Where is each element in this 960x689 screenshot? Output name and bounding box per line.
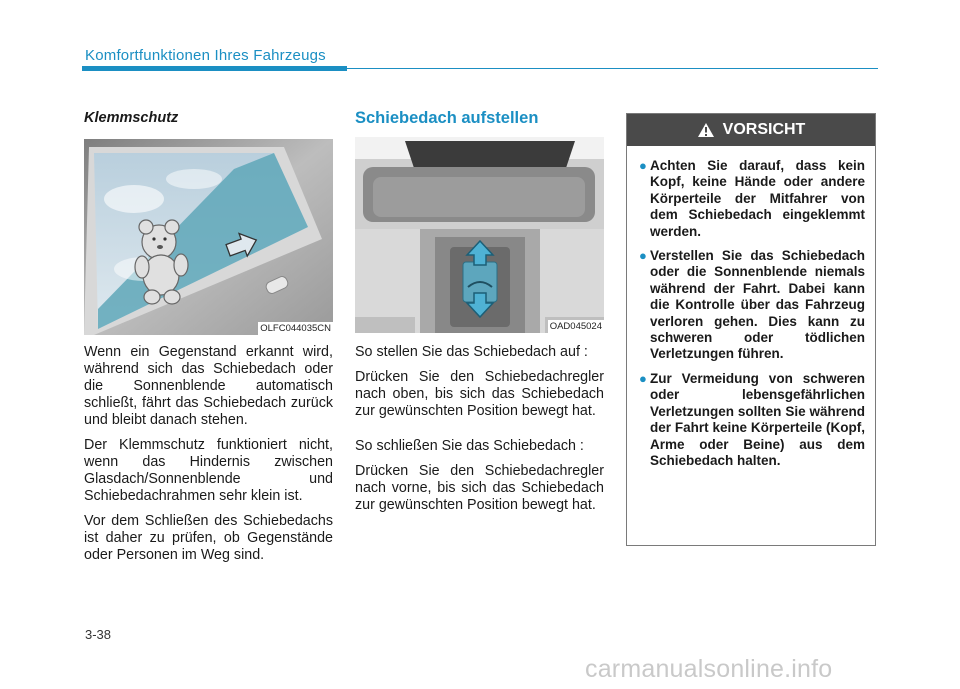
warning-triangle-icon — [697, 122, 715, 138]
bullet-icon: ● — [639, 158, 647, 173]
paragraph: Drücken Sie den Schiebedachregler nach oben, bis sich das Schiebedach zur gewünschten Position bewegt hat. — [355, 369, 604, 419]
paragraph: So schließen Sie das Schiebedach : — [355, 438, 584, 454]
section-header-title: Komfortfunktionen Ihres Fahrzeugs — [85, 47, 326, 64]
column-schiebedach-aufstellen — [355, 110, 604, 522]
paragraph: Vor dem Schließen des Schiebedachs ist daher zu prüfen, ob Gegenstände oder Personen im Weg sind. — [84, 513, 333, 563]
sunroof-obstacle-illustration — [84, 139, 333, 335]
caution-title: VORSICHT — [722, 121, 806, 138]
section-heading-schiebedach: Schiebedach aufstellen — [355, 109, 539, 127]
page-number: 3-38 — [85, 627, 112, 642]
bullet-icon: ● — [639, 248, 647, 264]
caution-item: ● Verstellen Sie das Schiebedach oder die Sonnenblende niemals während der Fahrt. Dabei kann die Kontrolle über das Fahrzeug verloren gehen. Dies kann zu schweren oder tödlichen Verletzungen führen. — [639, 248, 865, 362]
header-rule — [347, 68, 878, 69]
figure-label: OAD045024 — [549, 321, 602, 332]
caution-header — [627, 114, 875, 146]
caution-item: ● Achten Sie darauf, dass kein Kopf, keine Hände oder andere Körperteile der Mitfahrer von dem Schiebedach eingeklemmt werden. — [639, 158, 865, 239]
caution-list — [627, 146, 875, 469]
caution-item: ● Zur Vermeidung von schweren oder lebensgefährlichen Verletzungen sollten Sie während der Fahrt keine Körperteile (Kopf, Arme oder Beine) aus dem Schiebedach halten. — [639, 370, 865, 468]
sunroof-switch-illustration — [355, 137, 604, 333]
header-bar — [82, 66, 347, 71]
paragraph: Drücken Sie den Schiebedachregler nach vorne, bis sich das Schiebedach zur gewünschten Position bewegt hat. — [355, 463, 604, 513]
bullet-icon: ● — [639, 370, 647, 386]
caution-box — [626, 113, 876, 546]
watermark: carmanualsonline.info — [585, 655, 833, 683]
column-klemmschutz — [84, 110, 333, 572]
paragraph: Wenn ein Gegenstand erkannt wird, während sich das Schiebedach oder die Sonnenblende automatisch schließt, fährt das Schiebedach zurück und bleibt danach stehen. — [84, 344, 333, 428]
paragraph: Der Klemmschutz funktioniert nicht, wenn das Hindernis zwischen Glasdach/Sonnenblende und Schiebedachrahmen sehr klein ist. — [84, 437, 333, 504]
figure-label: OLFC044035CN — [260, 323, 331, 334]
section-heading-klemmschutz: Klemmschutz — [84, 110, 179, 126]
paragraph: So stellen Sie das Schiebedach auf : — [355, 344, 588, 360]
